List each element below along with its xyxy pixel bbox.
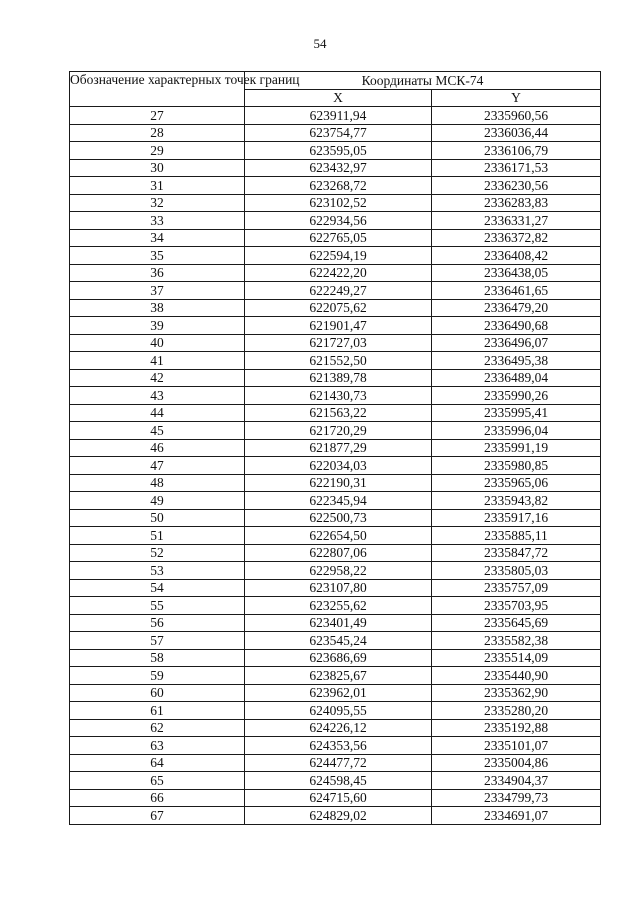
y-coordinate-cell: 2336036,44 bbox=[432, 124, 601, 142]
x-coordinate-cell: 624226,12 bbox=[245, 719, 432, 737]
table-row bbox=[70, 334, 601, 352]
y-coordinate-cell: 2335996,04 bbox=[432, 422, 601, 440]
table-row bbox=[70, 124, 601, 142]
table-row bbox=[70, 439, 601, 457]
table-row bbox=[70, 702, 601, 720]
y-coordinate-cell: 2336283,83 bbox=[432, 194, 601, 212]
table-row bbox=[70, 317, 601, 335]
table-row bbox=[70, 142, 601, 160]
table-row bbox=[70, 719, 601, 737]
y-coordinate-cell: 2335990,26 bbox=[432, 387, 601, 405]
x-coordinate-cell: 622249,27 bbox=[245, 282, 432, 300]
table-row bbox=[70, 212, 601, 230]
coordinates-table bbox=[69, 71, 601, 825]
x-coordinate-cell: 623825,67 bbox=[245, 667, 432, 685]
point-cell: 40 bbox=[70, 334, 245, 352]
x-coordinate-cell: 623401,49 bbox=[245, 614, 432, 632]
x-coordinate-cell: 622934,56 bbox=[245, 212, 432, 230]
point-cell: 28 bbox=[70, 124, 245, 142]
x-coordinate-cell: 623962,01 bbox=[245, 684, 432, 702]
point-cell: 44 bbox=[70, 404, 245, 422]
x-coordinate-cell: 622958,22 bbox=[245, 562, 432, 580]
x-coordinate-cell: 621877,29 bbox=[245, 439, 432, 457]
table-row bbox=[70, 737, 601, 755]
point-cell: 57 bbox=[70, 632, 245, 650]
y-coordinate-cell: 2335995,41 bbox=[432, 404, 601, 422]
point-cell: 51 bbox=[70, 527, 245, 545]
point-cell: 39 bbox=[70, 317, 245, 335]
y-coordinate-cell: 2336408,42 bbox=[432, 247, 601, 265]
y-coordinate-cell: 2334691,07 bbox=[432, 807, 601, 825]
point-cell: 34 bbox=[70, 229, 245, 247]
y-coordinate-cell: 2335703,95 bbox=[432, 597, 601, 615]
x-coordinate-cell: 621901,47 bbox=[245, 317, 432, 335]
point-cell: 36 bbox=[70, 264, 245, 282]
y-coordinate-cell: 2335960,56 bbox=[432, 107, 601, 125]
page-number: 54 bbox=[313, 36, 327, 51]
table-row bbox=[70, 614, 601, 632]
y-coordinate-cell: 2336171,53 bbox=[432, 159, 601, 177]
table-row bbox=[70, 369, 601, 387]
y-coordinate-cell: 2335101,07 bbox=[432, 737, 601, 755]
table-row bbox=[70, 387, 601, 405]
table-row bbox=[70, 527, 601, 545]
x-coordinate-cell: 621430,73 bbox=[245, 387, 432, 405]
point-cell: 56 bbox=[70, 614, 245, 632]
x-coordinate-cell: 622594,19 bbox=[245, 247, 432, 265]
point-cell: 48 bbox=[70, 474, 245, 492]
x-coordinate-cell: 623686,69 bbox=[245, 649, 432, 667]
y-coordinate-cell: 2336479,20 bbox=[432, 299, 601, 317]
x-coordinate-cell: 623102,52 bbox=[245, 194, 432, 212]
y-coordinate-cell: 2334799,73 bbox=[432, 789, 601, 807]
point-cell: 46 bbox=[70, 439, 245, 457]
table-row bbox=[70, 597, 601, 615]
x-coordinate-cell: 621727,03 bbox=[245, 334, 432, 352]
table-row bbox=[70, 772, 601, 790]
x-coordinate-cell: 622345,94 bbox=[245, 492, 432, 510]
table-row bbox=[70, 562, 601, 580]
x-coordinate-cell: 622765,05 bbox=[245, 229, 432, 247]
header-y: Y bbox=[432, 89, 601, 107]
point-cell: 35 bbox=[70, 247, 245, 265]
table-row bbox=[70, 684, 601, 702]
table-row bbox=[70, 544, 601, 562]
x-coordinate-cell: 623268,72 bbox=[245, 177, 432, 195]
table-row bbox=[70, 159, 601, 177]
table-row bbox=[70, 667, 601, 685]
y-coordinate-cell: 2335192,88 bbox=[432, 719, 601, 737]
point-cell: 38 bbox=[70, 299, 245, 317]
point-cell: 55 bbox=[70, 597, 245, 615]
header-point-designation: Обозначение характерных точек границ bbox=[70, 72, 245, 107]
y-coordinate-cell: 2335943,82 bbox=[432, 492, 601, 510]
point-cell: 29 bbox=[70, 142, 245, 160]
table-row bbox=[70, 352, 601, 370]
point-cell: 61 bbox=[70, 702, 245, 720]
x-coordinate-cell: 622190,31 bbox=[245, 474, 432, 492]
x-coordinate-cell: 622807,06 bbox=[245, 544, 432, 562]
y-coordinate-cell: 2335757,09 bbox=[432, 579, 601, 597]
y-coordinate-cell: 2335645,69 bbox=[432, 614, 601, 632]
y-coordinate-cell: 2335004,86 bbox=[432, 754, 601, 772]
point-cell: 41 bbox=[70, 352, 245, 370]
x-coordinate-cell: 624477,72 bbox=[245, 754, 432, 772]
y-coordinate-cell: 2335582,38 bbox=[432, 632, 601, 650]
point-cell: 65 bbox=[70, 772, 245, 790]
table-row bbox=[70, 579, 601, 597]
x-coordinate-cell: 623911,94 bbox=[245, 107, 432, 125]
x-coordinate-cell: 621389,78 bbox=[245, 369, 432, 387]
table-header bbox=[70, 72, 601, 107]
y-coordinate-cell: 2336495,38 bbox=[432, 352, 601, 370]
table-row bbox=[70, 807, 601, 825]
y-coordinate-cell: 2336438,05 bbox=[432, 264, 601, 282]
x-coordinate-cell: 624715,60 bbox=[245, 789, 432, 807]
point-cell: 49 bbox=[70, 492, 245, 510]
point-cell: 53 bbox=[70, 562, 245, 580]
point-cell: 31 bbox=[70, 177, 245, 195]
x-coordinate-cell: 623107,80 bbox=[245, 579, 432, 597]
x-coordinate-cell: 622075,62 bbox=[245, 299, 432, 317]
y-coordinate-cell: 2335514,09 bbox=[432, 649, 601, 667]
x-coordinate-cell: 622500,73 bbox=[245, 509, 432, 527]
table-row bbox=[70, 422, 601, 440]
y-coordinate-cell: 2336490,68 bbox=[432, 317, 601, 335]
table-row bbox=[70, 404, 601, 422]
point-cell: 59 bbox=[70, 667, 245, 685]
table-body bbox=[70, 107, 601, 825]
table-row bbox=[70, 649, 601, 667]
point-cell: 45 bbox=[70, 422, 245, 440]
y-coordinate-cell: 2335362,90 bbox=[432, 684, 601, 702]
y-coordinate-cell: 2336461,65 bbox=[432, 282, 601, 300]
point-cell: 52 bbox=[70, 544, 245, 562]
y-coordinate-cell: 2335847,72 bbox=[432, 544, 601, 562]
point-cell: 33 bbox=[70, 212, 245, 230]
x-coordinate-cell: 623754,77 bbox=[245, 124, 432, 142]
point-cell: 43 bbox=[70, 387, 245, 405]
table-row bbox=[70, 632, 601, 650]
x-coordinate-cell: 624829,02 bbox=[245, 807, 432, 825]
point-cell: 42 bbox=[70, 369, 245, 387]
x-coordinate-cell: 623545,24 bbox=[245, 632, 432, 650]
point-cell: 30 bbox=[70, 159, 245, 177]
table-row bbox=[70, 457, 601, 475]
point-cell: 47 bbox=[70, 457, 245, 475]
y-coordinate-cell: 2335440,90 bbox=[432, 667, 601, 685]
y-coordinate-cell: 2335917,16 bbox=[432, 509, 601, 527]
point-cell: 67 bbox=[70, 807, 245, 825]
point-cell: 64 bbox=[70, 754, 245, 772]
table-row bbox=[70, 492, 601, 510]
x-coordinate-cell: 623255,62 bbox=[245, 597, 432, 615]
header-coordinate-system: Координаты МСК-74 bbox=[245, 72, 601, 90]
point-cell: 27 bbox=[70, 107, 245, 125]
table-row bbox=[70, 509, 601, 527]
y-coordinate-cell: 2335980,85 bbox=[432, 457, 601, 475]
point-cell: 37 bbox=[70, 282, 245, 300]
point-cell: 50 bbox=[70, 509, 245, 527]
x-coordinate-cell: 621563,22 bbox=[245, 404, 432, 422]
table-row bbox=[70, 247, 601, 265]
x-coordinate-cell: 624353,56 bbox=[245, 737, 432, 755]
x-coordinate-cell: 624598,45 bbox=[245, 772, 432, 790]
x-coordinate-cell: 622654,50 bbox=[245, 527, 432, 545]
y-coordinate-cell: 2336489,04 bbox=[432, 369, 601, 387]
y-coordinate-cell: 2336230,56 bbox=[432, 177, 601, 195]
y-coordinate-cell: 2336106,79 bbox=[432, 142, 601, 160]
table-row bbox=[70, 474, 601, 492]
point-cell: 58 bbox=[70, 649, 245, 667]
table-row bbox=[70, 754, 601, 772]
x-coordinate-cell: 623432,97 bbox=[245, 159, 432, 177]
y-coordinate-cell: 2334904,37 bbox=[432, 772, 601, 790]
header-x: X bbox=[245, 89, 432, 107]
table-row bbox=[70, 282, 601, 300]
x-coordinate-cell: 622034,03 bbox=[245, 457, 432, 475]
y-coordinate-cell: 2336331,27 bbox=[432, 212, 601, 230]
point-cell: 60 bbox=[70, 684, 245, 702]
x-coordinate-cell: 621720,29 bbox=[245, 422, 432, 440]
table-row bbox=[70, 789, 601, 807]
x-coordinate-cell: 623595,05 bbox=[245, 142, 432, 160]
y-coordinate-cell: 2336372,82 bbox=[432, 229, 601, 247]
point-cell: 63 bbox=[70, 737, 245, 755]
table-row bbox=[70, 107, 601, 125]
x-coordinate-cell: 624095,55 bbox=[245, 702, 432, 720]
y-coordinate-cell: 2336496,07 bbox=[432, 334, 601, 352]
y-coordinate-cell: 2335885,11 bbox=[432, 527, 601, 545]
y-coordinate-cell: 2335280,20 bbox=[432, 702, 601, 720]
table-row bbox=[70, 264, 601, 282]
point-cell: 62 bbox=[70, 719, 245, 737]
y-coordinate-cell: 2335991,19 bbox=[432, 439, 601, 457]
table-row bbox=[70, 194, 601, 212]
y-coordinate-cell: 2335965,06 bbox=[432, 474, 601, 492]
table-row bbox=[70, 229, 601, 247]
point-cell: 66 bbox=[70, 789, 245, 807]
x-coordinate-cell: 622422,20 bbox=[245, 264, 432, 282]
x-coordinate-cell: 621552,50 bbox=[245, 352, 432, 370]
point-cell: 54 bbox=[70, 579, 245, 597]
point-cell: 32 bbox=[70, 194, 245, 212]
table-row bbox=[70, 299, 601, 317]
table-row bbox=[70, 177, 601, 195]
y-coordinate-cell: 2335805,03 bbox=[432, 562, 601, 580]
